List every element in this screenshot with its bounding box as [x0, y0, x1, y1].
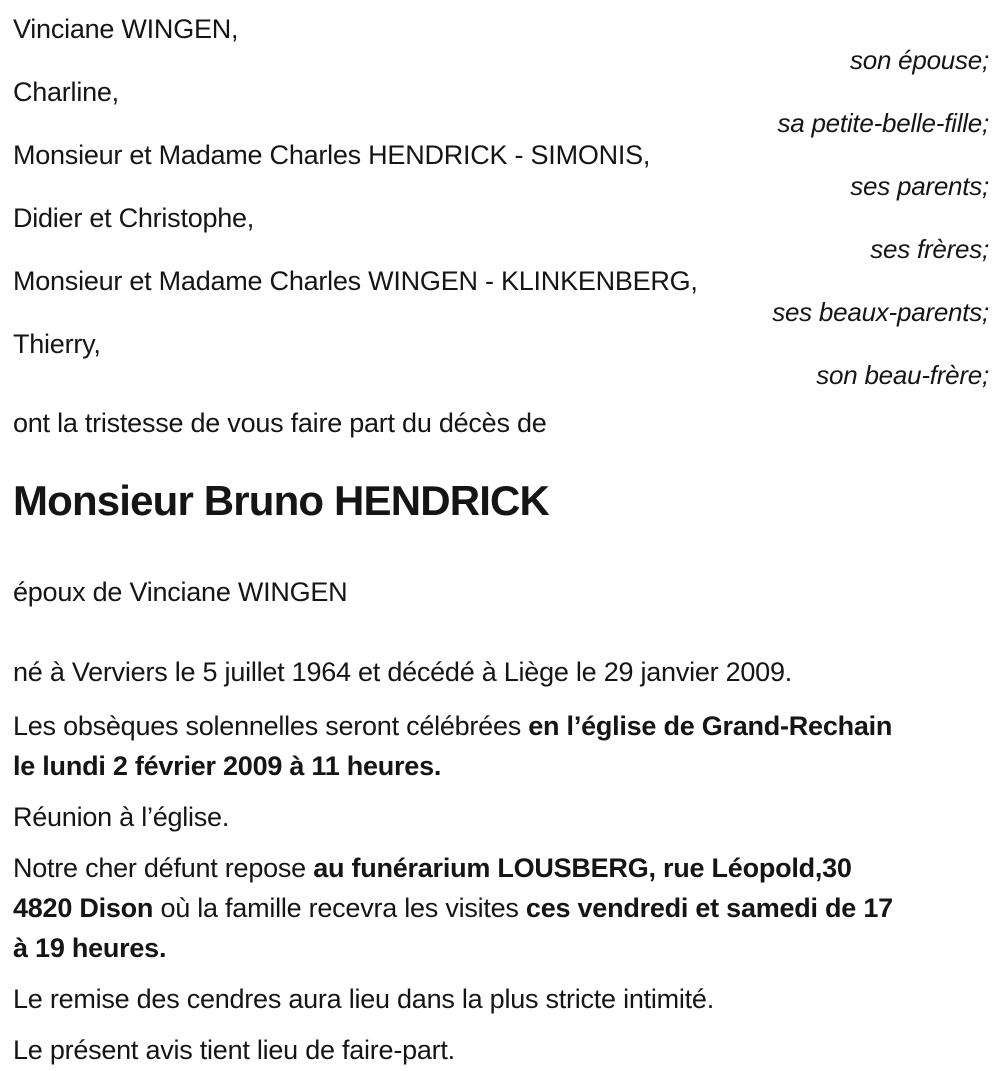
- text-line: [13, 657, 792, 687]
- text-segment: Le présent avis tient lieu de faire-part.: [13, 1035, 455, 1065]
- text-segment: Les obsèques solennelles seront célébrées: [13, 711, 529, 741]
- text-segment: Le remise des cendres aura lieu dans la plus stricte intimité.: [13, 984, 714, 1014]
- relative-name: Monsieur et Madame Charles WINGEN - KLINKENBERG,: [13, 266, 698, 296]
- relative-pair: [13, 202, 989, 264]
- relative-pair: [13, 76, 989, 138]
- relative-name: Vinciane WINGEN,: [13, 14, 239, 44]
- text-segment-bold: au funérarium LOUSBERG, rue Léopold,30: [313, 853, 852, 883]
- relative-relation: son épouse;: [849, 45, 989, 75]
- text-line: [13, 746, 989, 786]
- relative-relation: ses parents;: [850, 171, 989, 201]
- text-line: [13, 984, 714, 1014]
- paragraph-visits: [13, 848, 989, 968]
- relative-name: Monsieur et Madame Charles HENDRICK - SIMONIS,: [13, 140, 651, 170]
- paragraph-funeral: [13, 706, 989, 786]
- text-segment-bold: ces vendredi et samedi de 17: [525, 893, 893, 923]
- text-line: [13, 888, 989, 928]
- text-line: [13, 848, 989, 888]
- body-text: [13, 652, 989, 1070]
- paragraph-ashes: [13, 979, 989, 1019]
- relative-name: Charline,: [13, 77, 119, 107]
- text-segment: né à Verviers le 5 juillet 1964 et décédé à Liège le 29 janvier 2009.: [13, 657, 792, 687]
- text-line: [13, 1035, 455, 1065]
- relative-name: Didier et Christophe,: [13, 203, 255, 233]
- relative-pair: [13, 265, 989, 327]
- paragraph-notice: [13, 1030, 989, 1070]
- paragraph-birth-death: [13, 652, 989, 692]
- text-segment-bold: le lundi 2 février 2009 à 11 heures.: [13, 751, 442, 781]
- relative-pair: [13, 139, 989, 201]
- relative-pair: [13, 328, 989, 390]
- relative-relation: ses frères;: [870, 234, 989, 264]
- relative-relation: sa petite-belle-fille;: [777, 108, 989, 138]
- relative-name: Thierry,: [13, 329, 101, 359]
- deceased-name-heading: Monsieur Bruno HENDRICK: [13, 477, 550, 524]
- text-segment: Réunion à l’église.: [13, 802, 230, 832]
- text-segment: où la famille recevra les visites: [160, 893, 526, 923]
- text-segment-bold: en l’église de Grand-Rechain: [528, 711, 893, 741]
- paragraph-meeting: [13, 797, 989, 837]
- text-line: [13, 802, 229, 832]
- text-segment: Notre cher défunt repose: [13, 853, 314, 883]
- relative-relation: son beau-frère;: [816, 360, 989, 390]
- text-segment-bold: à 19 heures.: [13, 933, 167, 963]
- text-line: [13, 706, 989, 746]
- text-line: [13, 928, 989, 968]
- spouse-line: époux de Vinciane WINGEN: [13, 577, 348, 607]
- text-segment-bold: 4820 Dison: [13, 893, 161, 923]
- relative-relation: ses beaux-parents;: [772, 297, 989, 327]
- relative-pair: [13, 13, 989, 75]
- relatives-list: [13, 13, 989, 390]
- announcement-line: ont la tristesse de vous faire part du décès de: [13, 408, 547, 438]
